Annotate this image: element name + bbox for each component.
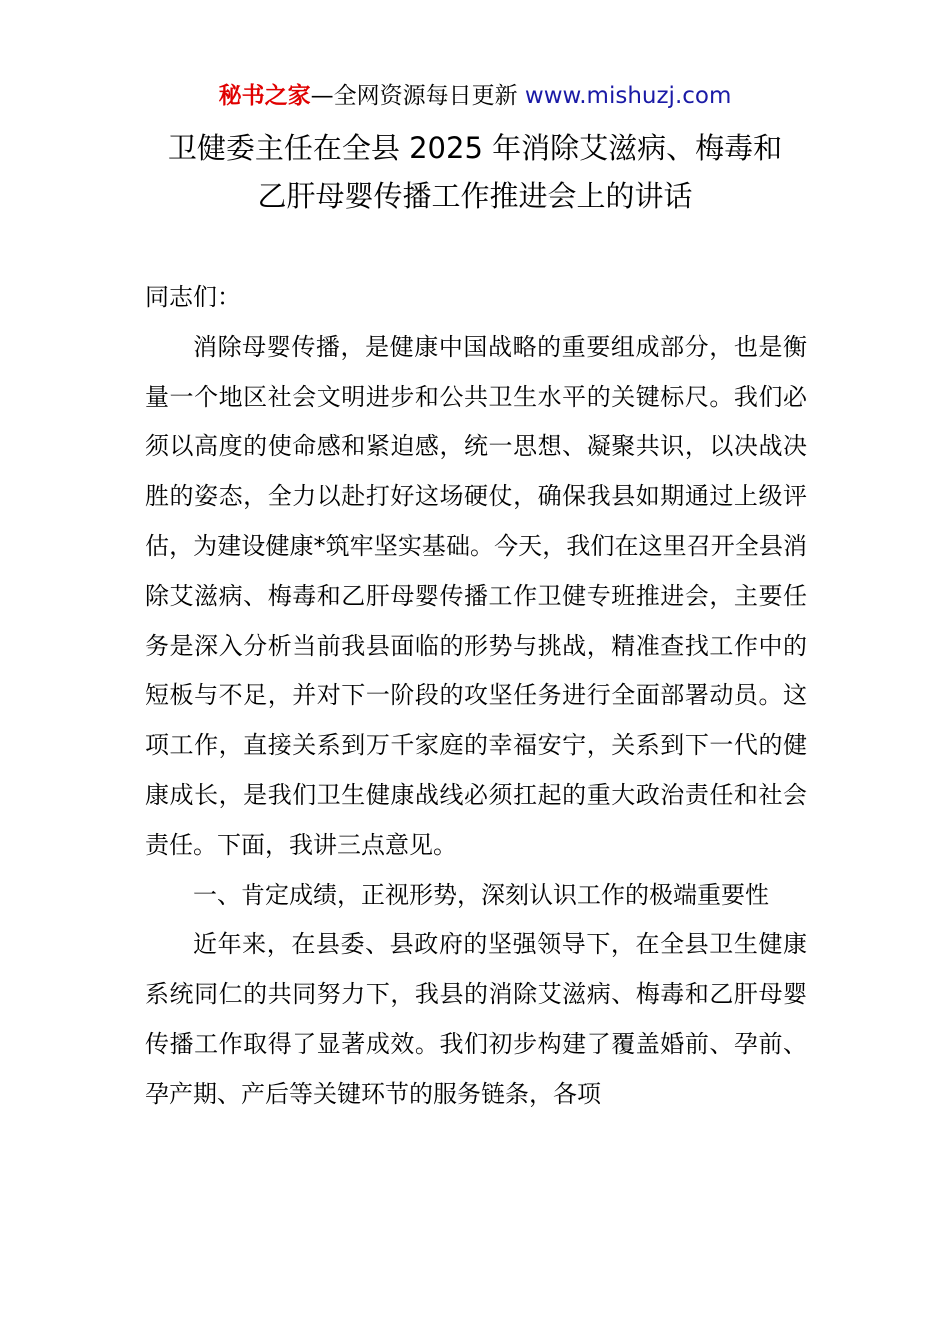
title-line-1: 卫健委主任在全县 2025 年消除艾滋病、梅毒和 bbox=[167, 131, 783, 165]
paragraph-section-1: 近年来，在县委、县政府的坚强领导下，在全县卫生健康系统同仁的共同努力下，我县的消除艾滋病、梅毒和乙肝母婴传播工作取得了显著成效。我们初步构建了覆盖婚前、孕前、孕产期、产后等关键环节的服务链条，各项 bbox=[145, 930, 807, 1108]
document-body bbox=[145, 273, 807, 1120]
section-heading-1: 一、肯定成绩，正视形势，深刻认识工作的极端重要性 bbox=[193, 880, 769, 909]
site-name: 秘书之家 bbox=[218, 83, 311, 109]
title-line-2: 乙肝母婴传播工作推进会上的讲话 bbox=[257, 179, 693, 213]
paragraph-intro: 消除母婴传播，是健康中国战略的重要组成部分，也是衡量一个地区社会文明进步和公共卫生水平的关键标尺。我们必须以高度的使命感和紧迫感，统一思想、凝聚共识，以决战决胜的姿态，全力以赴打好这场硬仗，确保我县如期通过上级评估，为建设健康*筑牢坚实基础。今天，我们在这里召开全县消除艾滋病、梅毒和乙肝母婴传播工作卫健专班推进会，主要任务是深入分析当前我县面临的形势与挑战，精准查找工作中的短板与不足，并对下一阶段的攻坚任务进行全面部署动员。这项工作，直接关系到万千家庭的幸福安宁，关系到下一代的健康成长，是我们卫生健康战线必须扛起的重大政治责任和社会责任。下面，我讲三点意见。 bbox=[145, 332, 807, 859]
site-url-link[interactable]: www.mishuzj.com bbox=[524, 83, 732, 109]
document-title bbox=[120, 124, 830, 220]
site-tagline: —全网资源每日更新 bbox=[310, 83, 525, 109]
site-header bbox=[0, 80, 950, 112]
salutation: 同志们： bbox=[145, 283, 241, 311]
